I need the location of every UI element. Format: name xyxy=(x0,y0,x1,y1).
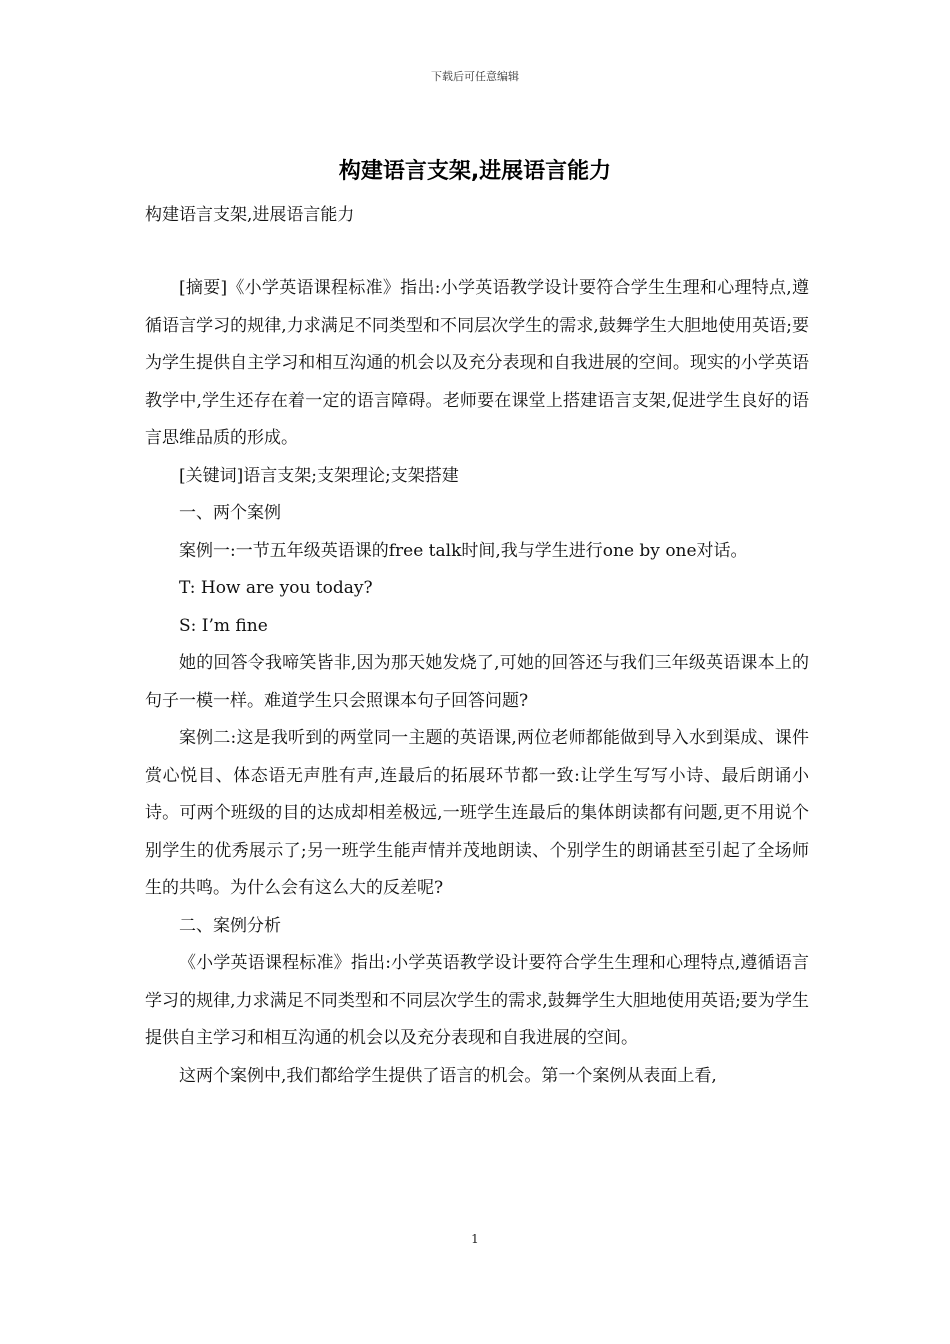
page-header: 下载后可任意编辑 xyxy=(431,70,519,83)
case-two-paragraph: 案例二:这是我听到的两堂同一主题的英语课,两位老师都能做到导入水到渠成、课件赏心悦目、体态语无声胜有声,连最后的拓展环节都一致:让学生写写小诗、最后朗诵小诗。可两个班级的目的达成却相差极远,一班学生连最后的集体朗读都有问题,更不用说个别学生的优秀展示了;另一班学生能声情并茂地朗读、个别学生的朗诵甚至引起了全场师生的共鸣。为什么会有这么大的反差呢? xyxy=(145,728,809,898)
analysis-paragraph: 《小学英语课程标准》指出:小学英语教学设计要符合学生生理和心理特点,遵循语言学习的规律,力求满足不同类型和不同层次学生的需求,鼓舞学生大胆地使用英语;要为学生提供自主学习和相互沟通的机会以及充分表现和自我进展的空间。 xyxy=(145,953,809,1048)
section-heading-2: 二、案例分析 xyxy=(179,915,281,936)
case-one-comment-paragraph: 她的回答令我啼笑皆非,因为那天她发烧了,可她的回答还与我们三年级英语课本上的句子一模一样。难道学生只会照课本句子回答问题? xyxy=(145,653,809,711)
document-subtitle: 构建语言支架,进展语言能力 xyxy=(145,205,355,225)
abstract-paragraph: [摘要]《小学英语课程标准》指出:小学英语教学设计要符合学生生理和心理特点,遵循语言学习的规律,力求满足不同类型和不同层次学生的需求,鼓舞学生大胆地使用英语;要为学生提供自主学习和相互沟通的机会以及充分表现和自我进展的空间。现实的小学英语教学中,学生还存在着一定的语言障碍。老师要在课堂上搭建语言支架,促进学生良好的语言思维品质的形成。 xyxy=(145,278,809,448)
document-body xyxy=(145,270,809,1095)
document-title: 构建语言支架,进展语言能力 xyxy=(338,159,612,184)
section-heading-1: 一、两个案例 xyxy=(179,503,281,523)
analysis-continued-paragraph: 这两个案例中,我们都给学生提供了语言的机会。第一个案例从表面上看, xyxy=(179,1065,717,1086)
case-one-paragraph: 案例一:一节五年级英语课的free talk时间,我与学生进行one by one对话。 xyxy=(179,540,748,561)
page-number: 1 xyxy=(471,1232,479,1246)
dialogue-teacher-line: T: How are you today? xyxy=(179,578,373,598)
keywords-paragraph: [关键词]语言支架;支架理论;支架搭建 xyxy=(179,465,459,486)
dialogue-student-line: S: I’m fine xyxy=(179,615,268,636)
